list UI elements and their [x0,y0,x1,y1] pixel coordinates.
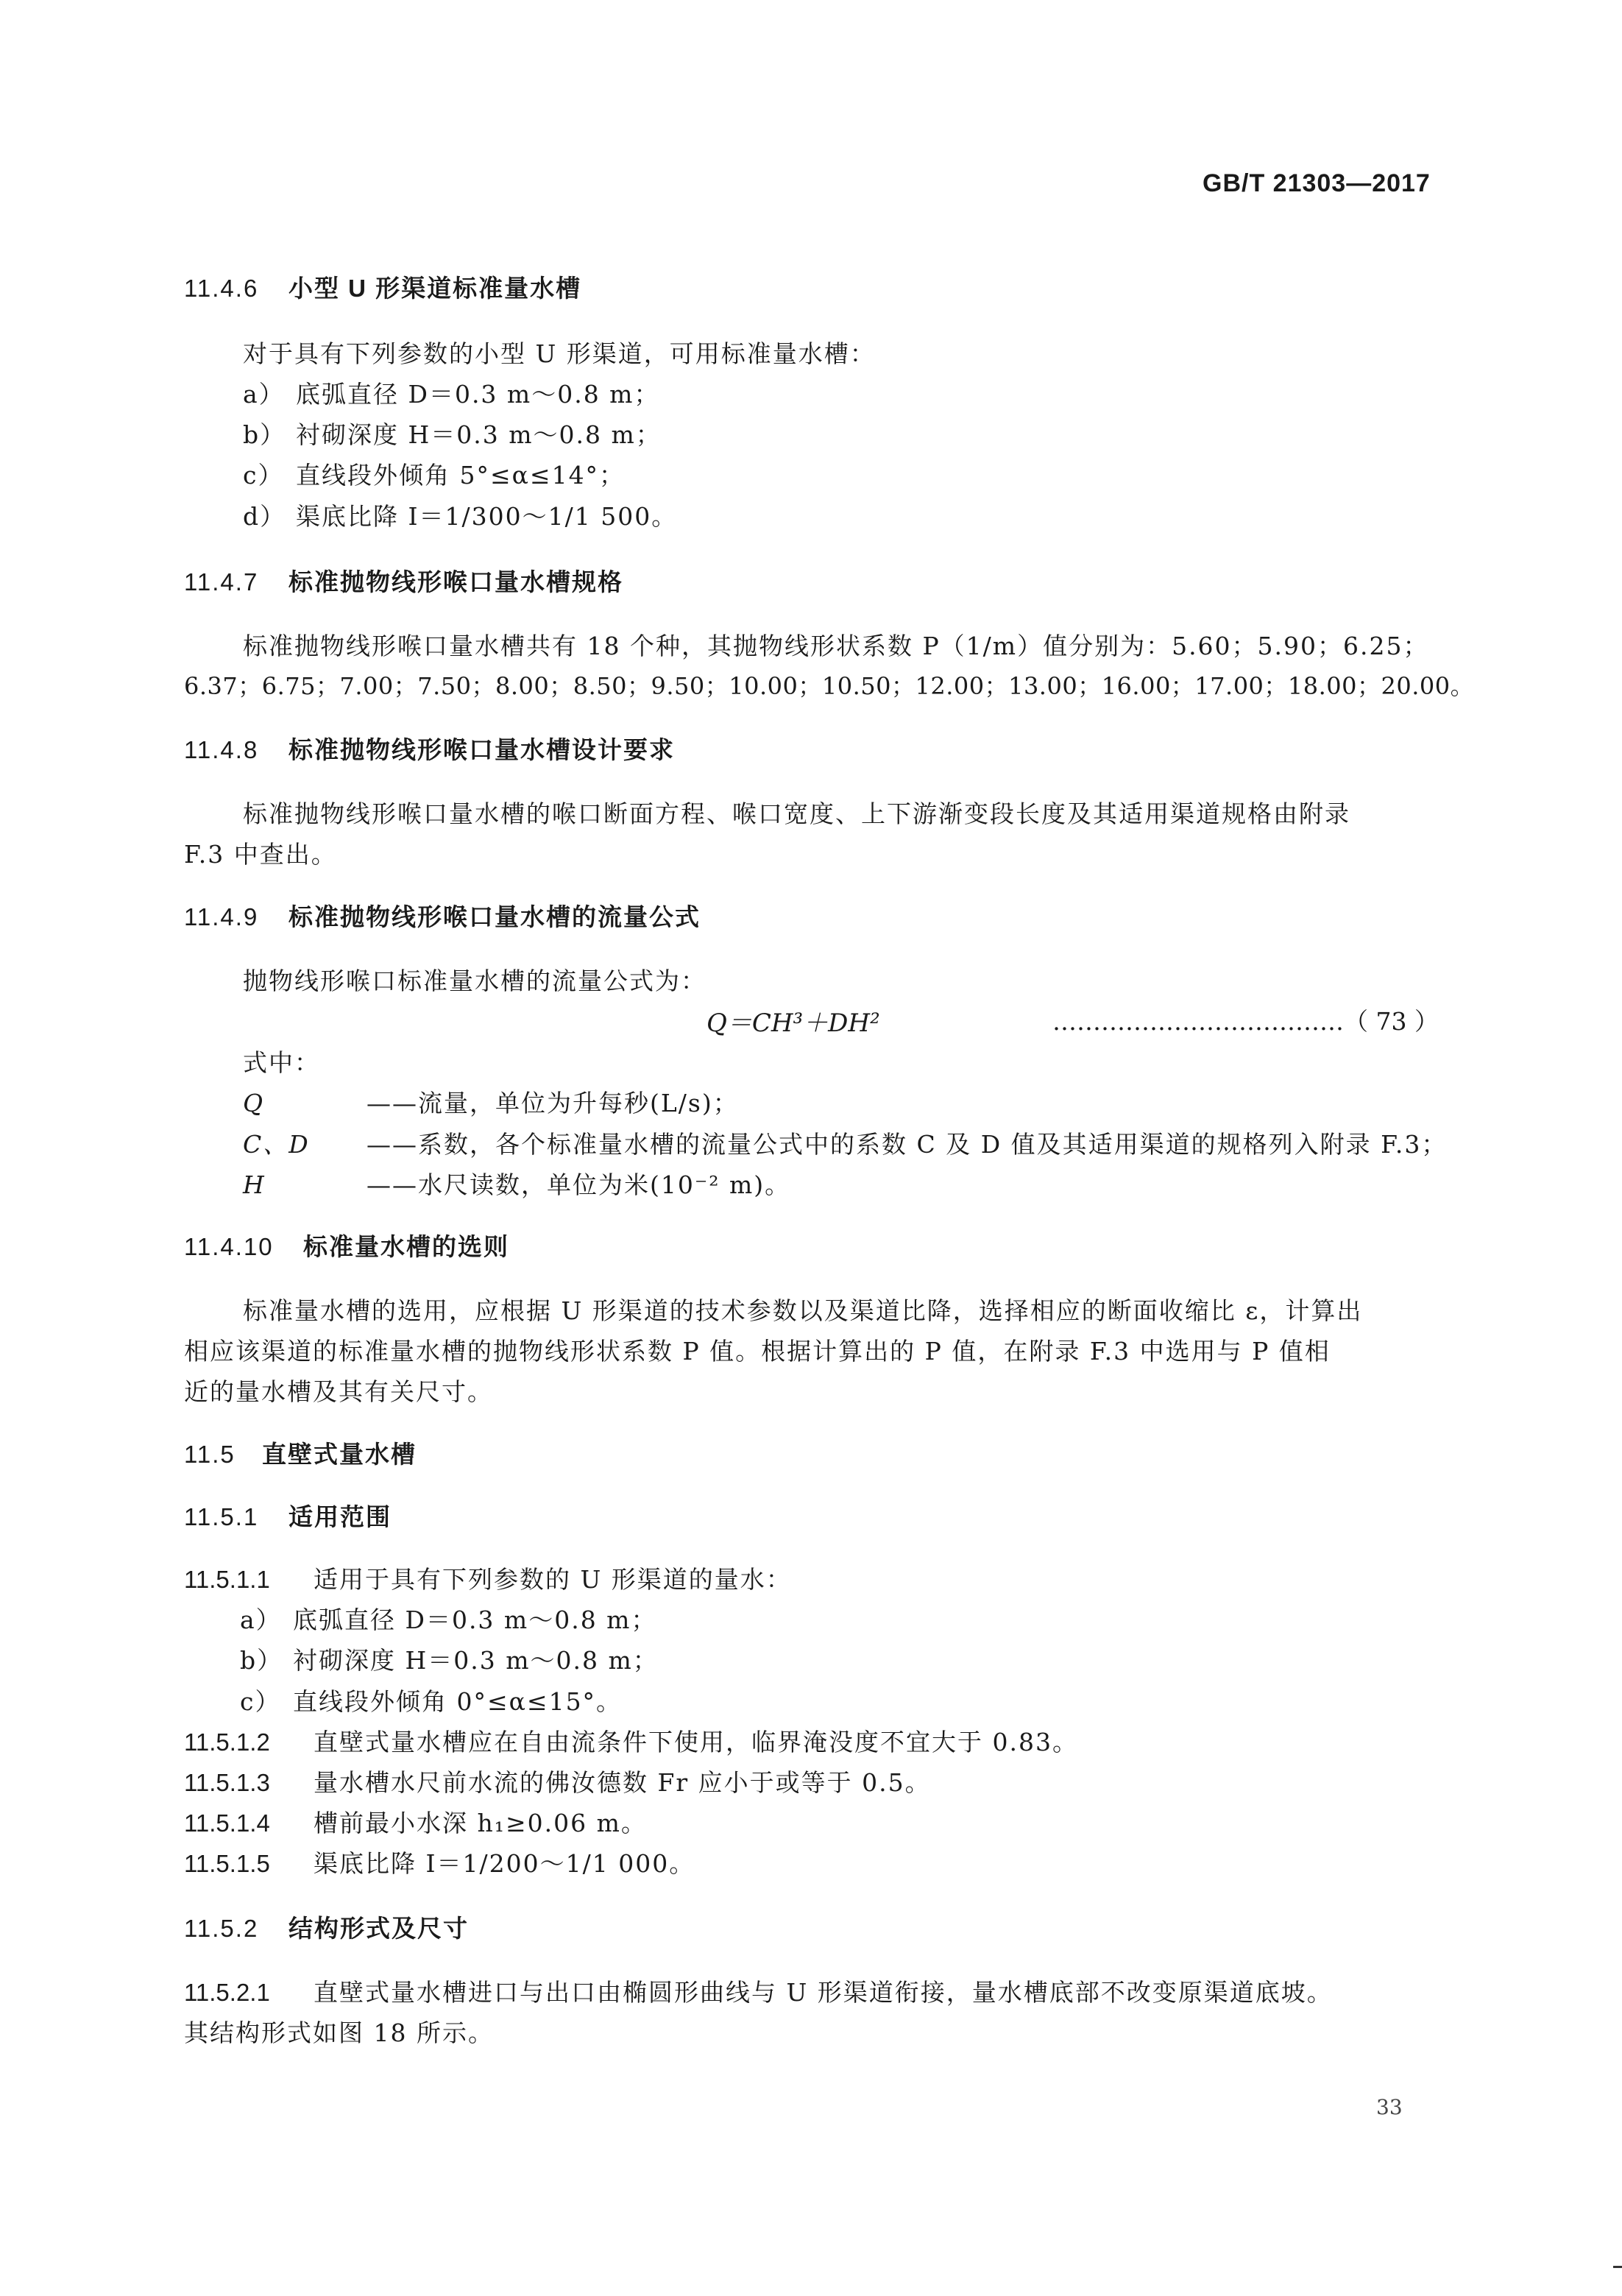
definition-row: C、D ——系数，各个标准量水槽的流量公式中的系数 C 及 D 值及其适用渠道的规格列入附录 F.3； [243,1130,1448,1159]
paragraph: 其结构形式如图 18 所示。 [184,2018,494,2047]
paragraph: 近的量水槽及其有关尺寸。 [184,1377,493,1406]
page-number: 33 [1376,2095,1403,2119]
clause-11-5-2-1: 11.5.2.1 直壁式量水槽进口与出口由椭圆形曲线与 U 形渠道衔接，量水槽底部不改变原渠道底坡。 [184,1978,1333,2007]
equation-number: ………………………………（ 73 ） [1052,1007,1439,1036]
paragraph: 标准量水槽的选用，应根据 U 形渠道的技术参数以及渠道比降，选择相应的断面收缩比 ε，计算出 [243,1296,1363,1325]
list-item: c） 直线段外倾角 0°≤α≤15°。 [240,1687,623,1716]
list-item: a） 底弧直径 D＝0.3 m～0.8 m； [240,1606,657,1634]
list-item: a） 底弧直径 D＝0.3 m～0.8 m； [243,380,660,409]
standard-number: GB/T 21303—2017 [1203,169,1431,197]
section-title: 小型 U 形渠道标准量水槽 [288,275,582,302]
list-item: b） 衬砌深度 H＝0.3 m～0.8 m； [240,1646,659,1675]
scan-mark [1613,2266,1622,2268]
paragraph: 标准抛物线形喉口量水槽的喉口断面方程、喉口宽度、上下游渐变段长度及其适用渠道规格由附录 [243,799,1350,828]
paragraph: F.3 中查出。 [184,840,337,869]
definition-row: Q ——流量，单位为升每秒(L/s)； [243,1089,739,1117]
section-heading-11-4-8: 11.4.8 标准抛物线形喉口量水槽设计要求 [184,736,675,763]
clause-11-5-1-1: 11.5.1.1 适用于具有下列参数的 U 形渠道的量水： [184,1565,792,1594]
paragraph: 标准抛物线形喉口量水槽共有 18 个种，其抛物线形状系数 P（1/m）值分别为：5.60；5.90；6.25； [243,632,1429,660]
paragraph: 对于具有下列参数的小型 U 形渠道，可用标准量水槽： [243,339,876,368]
definition-row: H ——水尺读数，单位为米(10⁻² m)。 [243,1170,791,1199]
list-item: b） 衬砌深度 H＝0.3 m～0.8 m； [243,420,662,449]
clause-11-5-1-3: 11.5.1.3 量水槽水尺前水流的佛汝德数 Fr 应小于或等于 0.5。 [184,1768,931,1797]
list-item: c） 直线段外倾角 5°≤α≤14°； [243,461,626,490]
section-heading-11-4-6 [184,269,581,304]
section-number: 11.4.6 [184,275,259,302]
clause-11-5-1-5: 11.5.1.5 渠底比降 I＝1/200～1/1 000。 [184,1849,695,1878]
section-heading-11-5-2: 11.5.2 结构形式及尺寸 [184,1915,469,1942]
section-heading-11-5-1: 11.5.1 适用范围 [184,1503,392,1530]
section-heading-11-5: 11.5 直壁式量水槽 [184,1441,417,1468]
where-label: 式中： [243,1048,320,1077]
section-heading-11-4-9: 11.4.9 标准抛物线形喉口量水槽的流量公式 [184,903,701,930]
paragraph: 抛物线形喉口标准量水槽的流量公式为： [243,967,706,995]
formula: Q＝CH³＋DH² [706,1009,880,1038]
paragraph: 6.37；6.75；7.00；7.50；8.00；8.50；9.50；10.00；10.50；12.00；13.00；16.00；17.00；18.00；20.00。 [184,672,1475,700]
section-heading-11-4-10: 11.4.10 标准量水槽的选则 [184,1233,509,1260]
clause-11-5-1-4: 11.5.1.4 槽前最小水深 h₁≥0.06 m。 [184,1809,647,1837]
paragraph: 相应该渠道的标准量水槽的抛物线形状系数 P 值。根据计算出的 P 值，在附录 F.3 中选用与 P 值相 [184,1337,1331,1366]
section-heading-11-4-7: 11.4.7 标准抛物线形喉口量水槽规格 [184,568,623,596]
list-item: d） 渠底比降 I＝1/300～1/1 500。 [243,502,678,531]
clause-11-5-1-2: 11.5.1.2 直壁式量水槽应在自由流条件下使用，临界淹没度不宜大于 0.83。 [184,1728,1078,1756]
